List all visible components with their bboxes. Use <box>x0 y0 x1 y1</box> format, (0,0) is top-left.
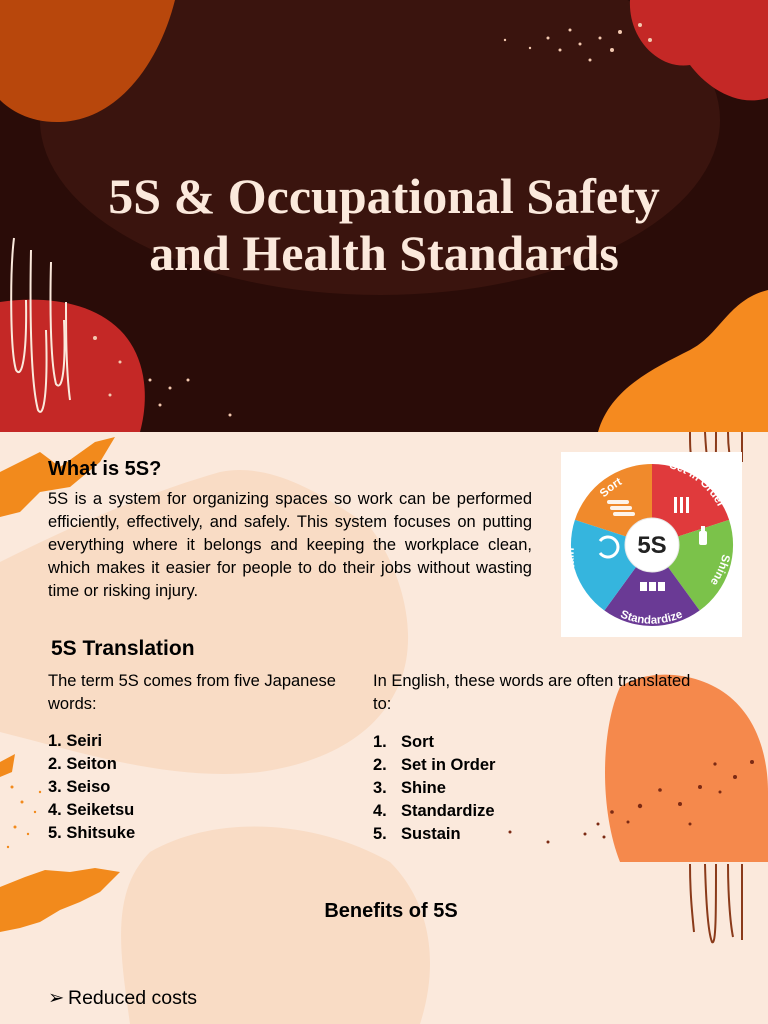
5s-wheel-image <box>561 452 742 637</box>
content-area <box>0 432 768 1024</box>
5s-wheel-graphic <box>561 452 742 637</box>
wheel-label-set-in-order: Set in Order <box>668 459 727 510</box>
title-line-2: and Health Standards <box>149 225 619 281</box>
translation-heading: 5S Translation <box>51 637 195 660</box>
english-word-list <box>373 731 495 846</box>
wheel-label-standardize: Standardize <box>618 608 685 627</box>
list-item: 1. Seiri <box>48 732 103 750</box>
list-item: 2. Seiton <box>48 755 117 773</box>
list-item: 5. Shitsuke <box>48 824 136 842</box>
title-line-1: 5S & Occupational Safety <box>108 168 660 224</box>
japanese-word-list <box>48 730 135 845</box>
benefits-heading: Benefits of 5S <box>324 900 458 922</box>
list-item: 3. Seiso <box>48 778 111 796</box>
list-item: 3. Shine <box>373 779 446 797</box>
arrow-bullet-icon: ➢ <box>48 987 65 1009</box>
benefit-item: ➢ Reduced costs <box>48 987 197 1009</box>
japanese-intro: The term 5S comes from five Japanese words: <box>48 672 336 713</box>
wheel-label-shine: Shine <box>707 553 732 588</box>
title-banner <box>0 0 768 432</box>
wheel-label-sort: Sort <box>597 475 624 500</box>
page-title <box>0 168 768 282</box>
list-item: 4. Seiketsu <box>48 801 135 819</box>
wheel-center-label: 5S <box>637 532 667 559</box>
list-item: 4. Standardize <box>373 802 495 820</box>
list-item: 5. Sustain <box>373 825 461 843</box>
what-is-5s-heading: What is 5S? <box>48 458 162 480</box>
list-item: 2. Set in Order <box>373 756 496 774</box>
list-item: 1. Sort <box>373 733 434 751</box>
english-intro: In English, these words are often translated to: <box>373 672 691 713</box>
wheel-label-sustain: Sustain <box>564 547 584 592</box>
what-is-5s-paragraph: 5S is a system for organizing spaces so work can be performed efficiently, effectively, and safely. This system focuses on putting everything where it belongs and keeping the workplace clean, which makes it easier for people to do their jobs without wasting time or risking injury. <box>48 490 532 600</box>
